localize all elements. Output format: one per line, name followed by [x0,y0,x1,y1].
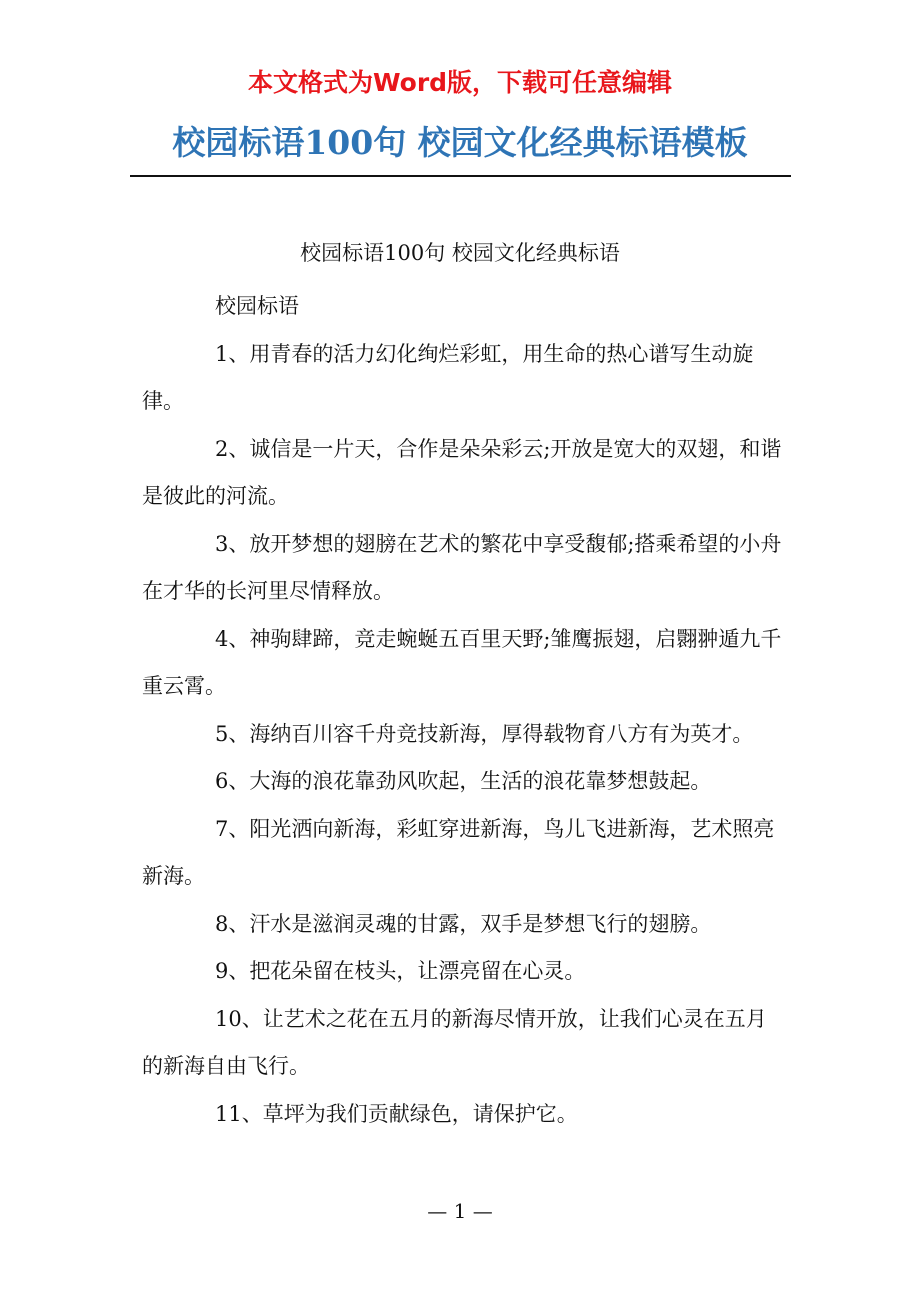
slogan-item: 8、汗水是滋润灵魂的甘露，双手是梦想飞行的翅膀。 [215,911,712,936]
header-divider [130,175,791,177]
slogan-item: 10、让艺术之花在五月的新海尽情开放，让我们心灵在五月的新海自由飞行。 [142,1006,767,1078]
section-heading: 校园标语 [215,294,299,318]
document-title: 校园标语100句 校园文化经典标语模板 [172,123,748,162]
document-body [142,283,787,1138]
slogan-item: 2、诚信是一片天，合作是朵朵彩云;开放是宽大的双翅，和谐是彼此的河流。 [142,436,782,508]
slogan-item: 6、大海的浪花靠劲风吹起，生活的浪花靠梦想鼓起。 [215,769,712,793]
slogan-item: 11、草坪为我们贡献绿色，请保护它。 [215,1101,578,1126]
slogan-item: 4、神驹肆蹄，竞走蜿蜒五百里天野;雏鹰振翅，启翾翀遁九千重云霄。 [142,626,782,698]
slogan-item: 7、阳光洒向新海，彩虹穿进新海，鸟儿飞进新海，艺术照亮新海。 [142,816,775,888]
page-number: — 1 — [427,1199,493,1223]
slogan-item: 3、放开梦想的翅膀在艺术的繁花中享受馥郁;搭乘希望的小舟在才华的长河里尽情释放。 [142,531,782,603]
download-notice: 本文格式为Word版，下载可任意编辑 [247,68,673,97]
slogan-item: 1、用青春的活力幻化绚烂彩虹，用生命的热心谱写生动旋律。 [142,341,754,413]
body-title: 校园标语100句 校园文化经典标语 [300,241,620,265]
slogan-item: 9、把花朵留在枝头，让漂亮留在心灵。 [215,959,586,983]
slogan-item: 5、海纳百川容千舟竞技新海，厚得载物育八方有为英才。 [215,721,754,746]
